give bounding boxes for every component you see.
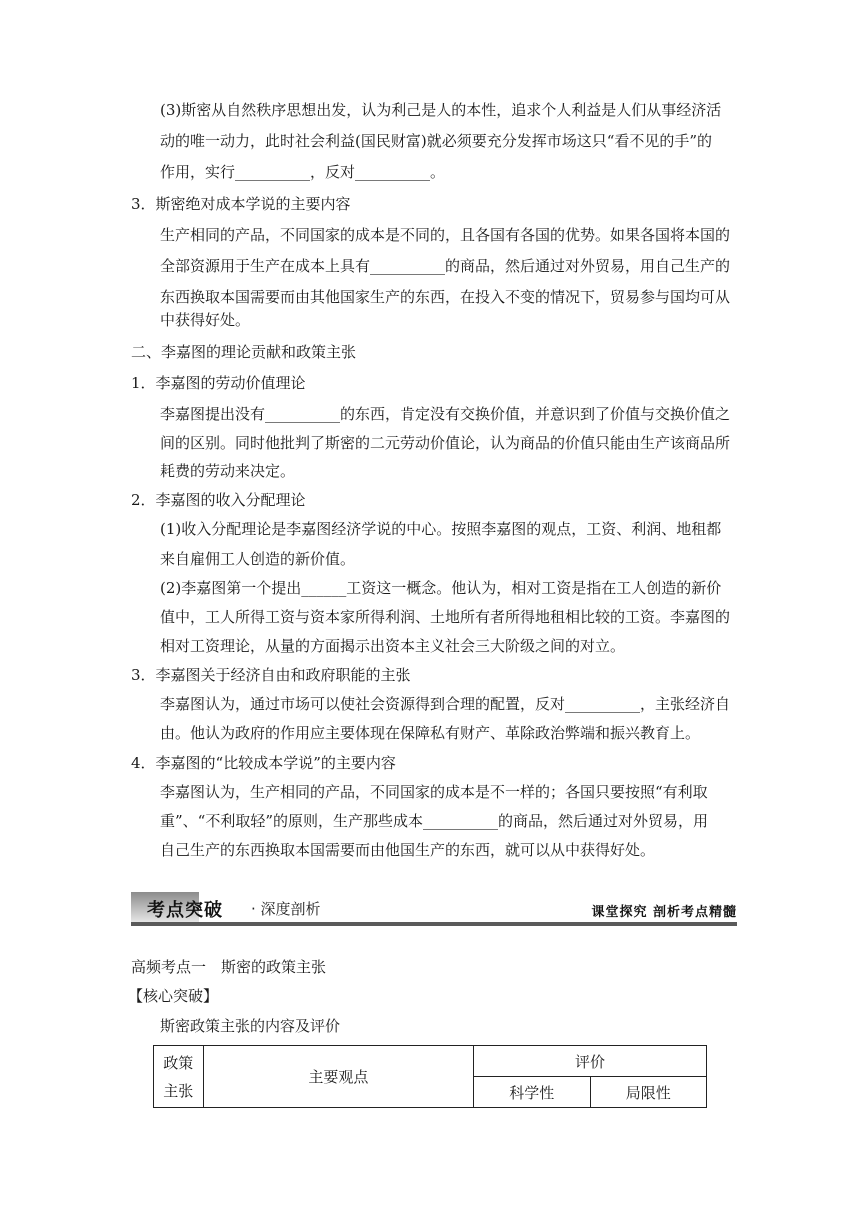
text-line: (2)李嘉图第一个提出______工资这一概念。他认为，相对工资是指在工人创造的新价 <box>160 579 722 597</box>
header-limitation: 局限性 <box>590 1077 706 1108</box>
header-main-view: 主要观点 <box>203 1046 473 1108</box>
text-line: 李嘉图认为，生产相同的产品，不同国家的成本是不一样的；各国只要按照“有利取 <box>160 783 708 801</box>
text-line: 中获得好处。 <box>160 311 251 329</box>
text-line: 动的唯一动力，此时社会利益(国民财富)就必须要充分发挥市场这只“看不见的手”的 <box>160 132 713 150</box>
text-line: 来自雇佣工人创造的新价值。 <box>160 550 356 568</box>
text-line: 李嘉图认为，通过市场可以使社会资源得到合理的配置，反对__________，主张经济自 <box>160 695 731 713</box>
text-line: 相对工资理论，从量的方面揭示出资本主义社会三大阶级之间的对立。 <box>160 637 626 655</box>
text-line: 全部资源用于生产在成本上具有__________的商品，然后通过对外贸易，用自己生产的 <box>160 257 731 275</box>
header-policy: 政策 主张 <box>154 1046 204 1108</box>
banner-rule <box>131 922 737 926</box>
list-heading: 2．李嘉图的收入分配理论 <box>131 491 306 509</box>
banner-right-text: 课堂探究 剖析考点精髓 <box>591 905 737 920</box>
text-line: 耗费的劳动来决定。 <box>160 462 296 480</box>
text-line: 生产相同的产品，不同国家的成本是不同的，且各国有各国的优势。如果各国将本国的 <box>160 226 731 244</box>
core-label: 【核心突破】 <box>128 987 219 1005</box>
list-heading: 3．斯密绝对成本学说的主要内容 <box>131 195 351 213</box>
section-heading: 二、李嘉图的理论贡献和政策主张 <box>131 343 357 361</box>
text-line: (3)斯密从自然秩序思想出发，认为利己是人的本性，追求个人利益是人们从事经济活 <box>160 101 722 119</box>
banner-subtitle: · 深度剖析 <box>251 900 321 918</box>
evaluation-table <box>153 1045 707 1108</box>
list-heading: 4．李嘉图的“比较成本学说”的主要内容 <box>131 754 396 772</box>
text-line: 自己生产的东西换取本国需要而由他国生产的东西，就可以从中获得好处。 <box>160 841 656 859</box>
section-banner <box>131 892 737 926</box>
text-line: (1)收入分配理论是李嘉图经济学说的中心。按照李嘉图的观点，工资、利润、地租都 <box>160 520 722 538</box>
text-line: 作用，实行__________，反对__________。 <box>160 163 446 181</box>
list-heading: 1．李嘉图的劳动价值理论 <box>131 374 306 392</box>
header-scientific: 科学性 <box>474 1077 590 1108</box>
list-heading: 3．李嘉图关于经济自由和政府职能的主张 <box>131 666 411 684</box>
text-line: 重”、“不利取轻”的原则，生产那些成本__________的商品，然后通过对外贸易，用 <box>160 812 709 830</box>
text-line: 值中，工人所得工资与资本家所得利润、土地所有者所得地租相比较的工资。李嘉图的 <box>160 608 731 626</box>
text-line: 由。他认为政府的作用应主要体现在保障私有财产、革除政治弊端和振兴教育上。 <box>160 724 701 742</box>
banner-title: 考点突破 <box>147 900 223 921</box>
text-line: 李嘉图提出没有__________的东西，肯定没有交换价值，并意识到了价值与交换价值之 <box>160 405 731 423</box>
text-line: 东西换取本国需要而由其他国家生产的东西，在投入不变的情况下，贸易参与国均可从 <box>160 288 731 306</box>
text-line: 间的区别。同时他批判了斯密的二元劳动价值论，认为商品的价值只能由生产该商品所 <box>160 434 731 452</box>
table-caption: 斯密政策主张的内容及评价 <box>160 1017 341 1035</box>
header-evaluation: 评价 <box>474 1046 707 1077</box>
topic-heading: 高频考点一 斯密的政策主张 <box>131 958 327 976</box>
